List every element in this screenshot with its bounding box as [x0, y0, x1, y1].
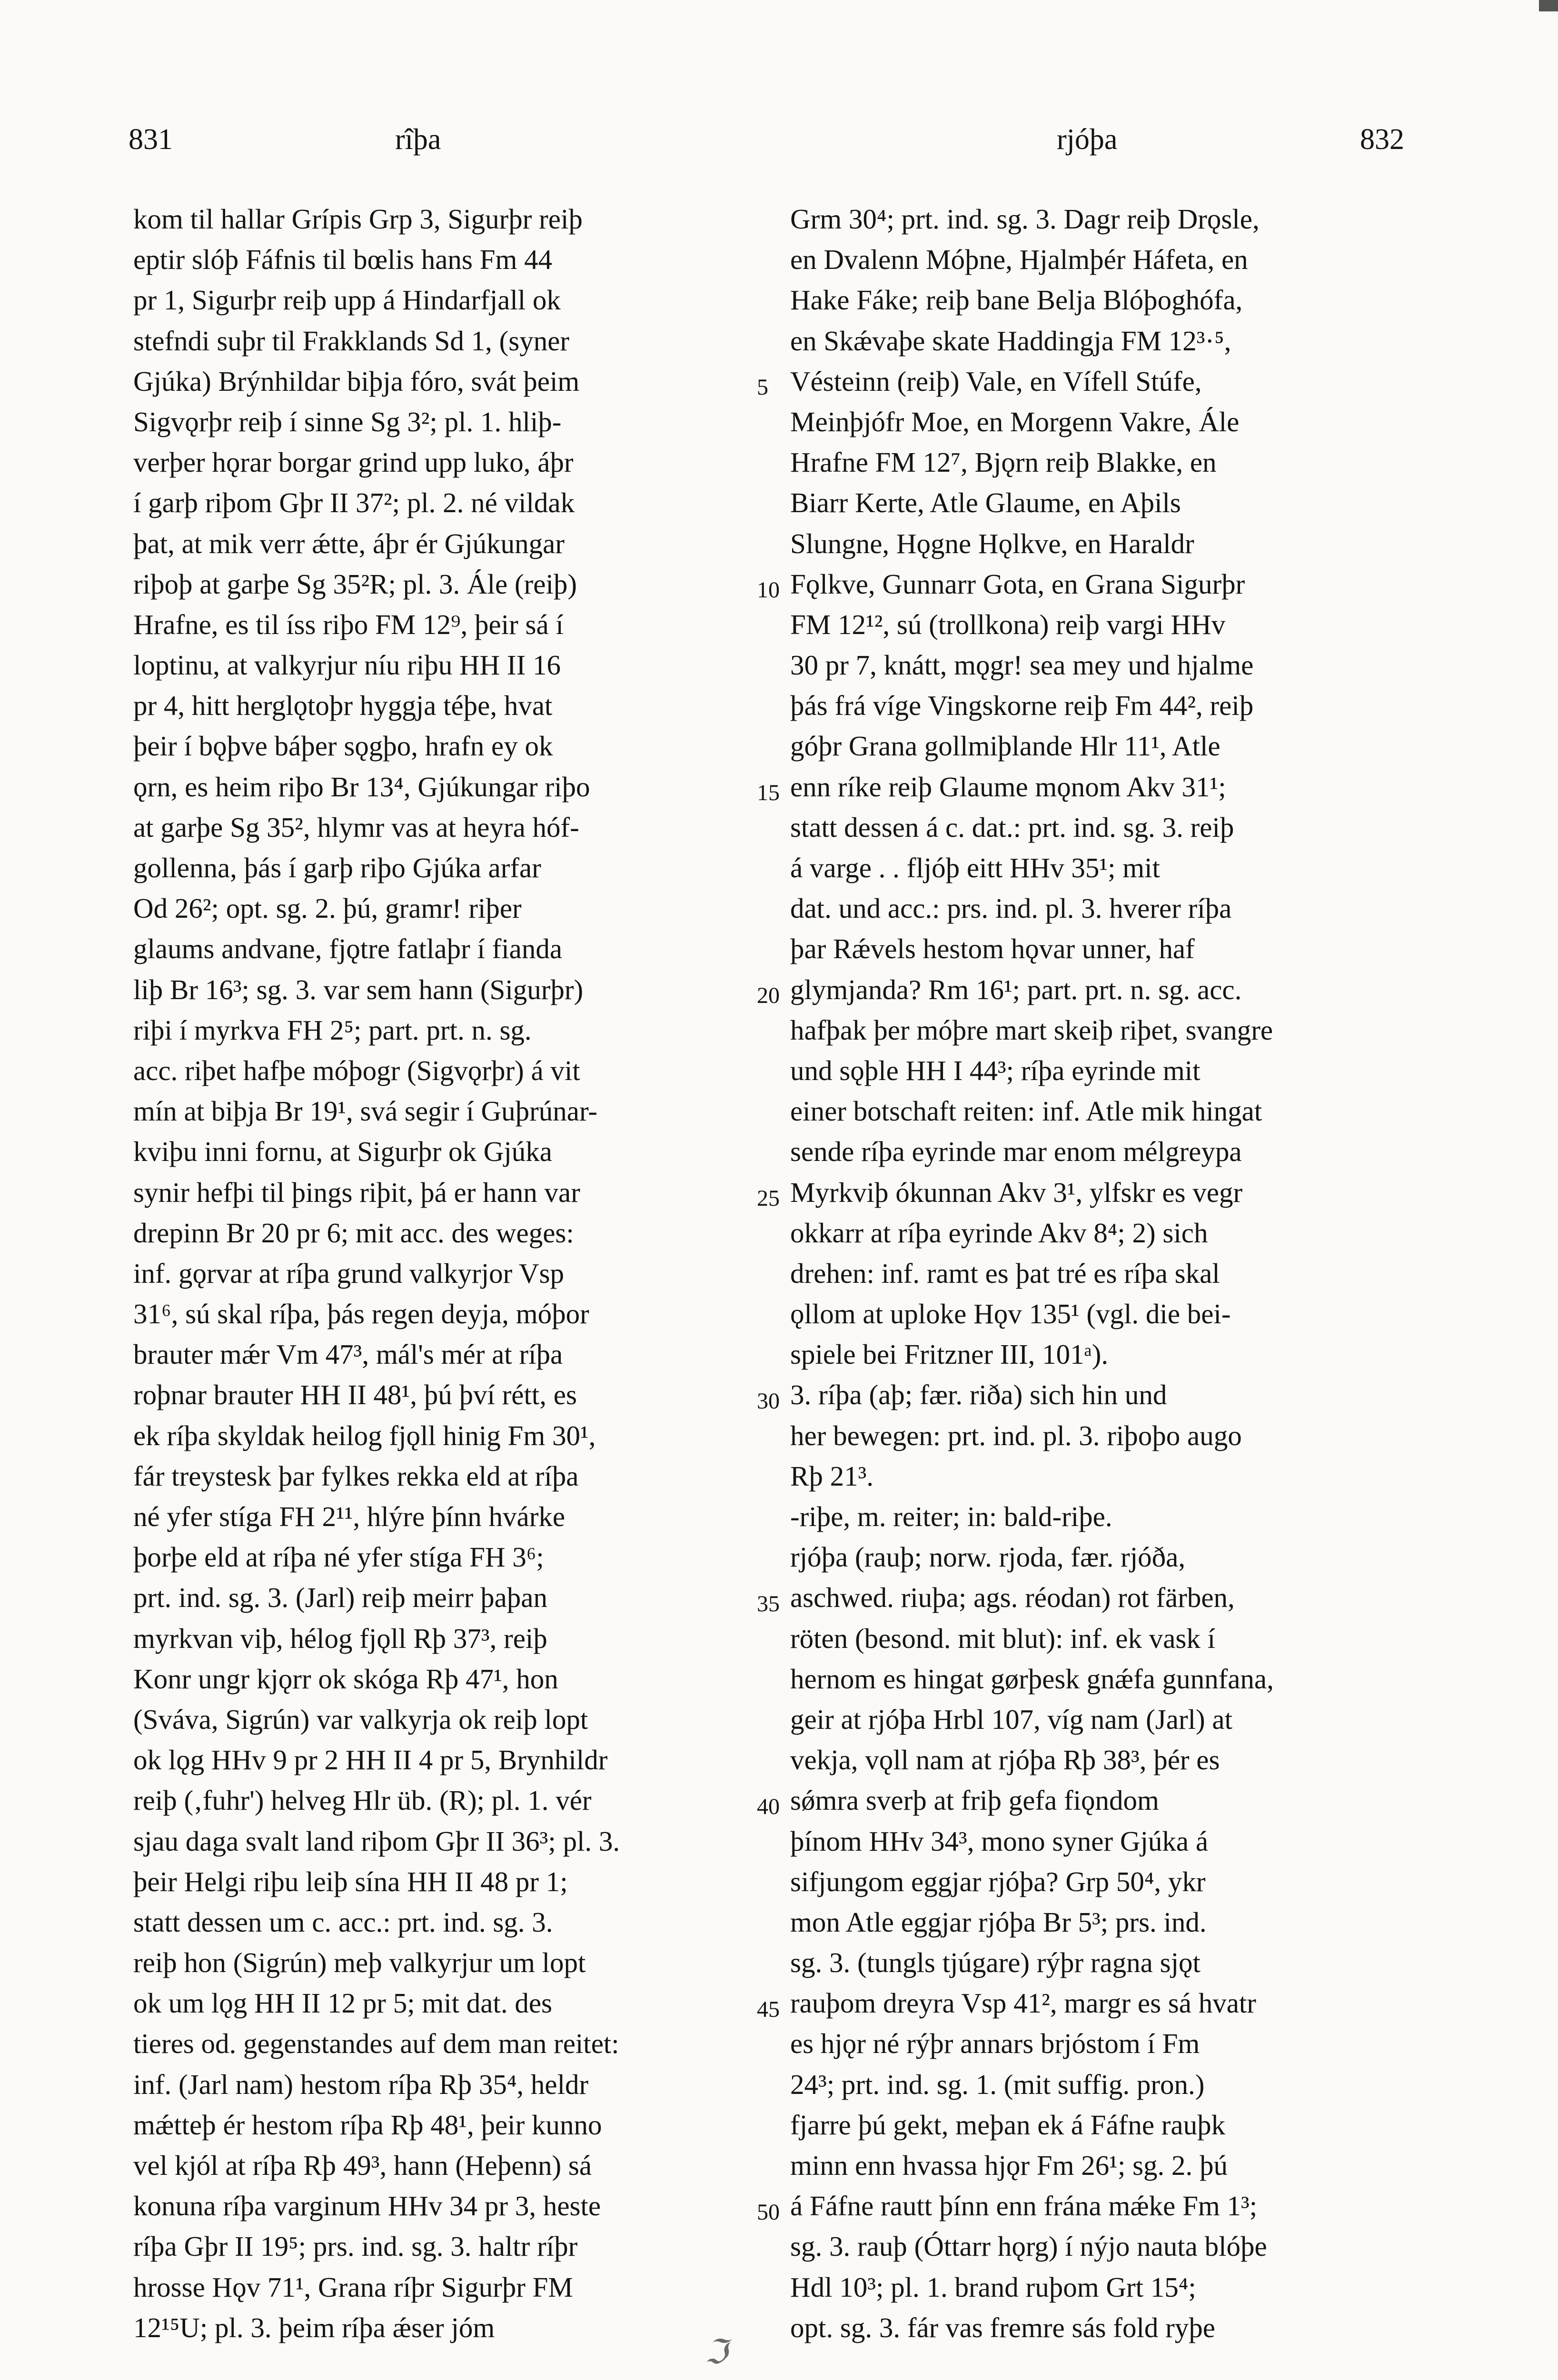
text-line: prt. ind. sg. 3. (Jarl) reiþ meirr þaþan: [133, 1582, 547, 1614]
text-line: Biarr Kerte, Atle Glaume, en Aþils: [790, 487, 1181, 519]
text-line: -riþe, m. reiter; in: bald-riþe.: [790, 1501, 1112, 1532]
text-line: einer botschaft reiten: inf. Atle mik hingat: [790, 1095, 1262, 1127]
text-line: glaums andvane, fjǫtre fatlaþr í fianda: [133, 933, 563, 965]
line-number: 20: [757, 982, 780, 1008]
line-number: 50: [757, 2199, 780, 2225]
text-line: riþi í myrkva FH 2⁵; part. prt. n. sg.: [133, 1014, 532, 1046]
text-line: fjarre þú gekt, meþan ek á Fáfne rauþk: [790, 2109, 1226, 2141]
left-text-column: [133, 199, 747, 2348]
text-line: 12¹⁵U; pl. 3. þeim ríþa ǽser jóm: [133, 2311, 495, 2343]
text-line: hernom es hingat gørþesk gnǽfa gunnfana,: [790, 1663, 1274, 1695]
text-line: verþer hǫrar borgar grind upp luko, áþr: [133, 446, 574, 478]
text-line: sifjungom eggjar rjóþa? Grp 50⁴, ykr: [790, 1865, 1206, 1897]
text-line: Gjúka) Brýnhildar biþja fóro, svát þeim: [133, 365, 580, 397]
text-line: drehen: inf. ramt es þat tré es ríþa skal: [790, 1257, 1220, 1289]
line-number: 10: [757, 577, 780, 603]
line-number: 35: [757, 1591, 780, 1616]
line-number: 40: [757, 1794, 780, 1819]
text-line: aschwed. riuþa; ags. réodan) rot färben,: [790, 1582, 1235, 1614]
text-line: Hdl 10³; pl. 1. brand ruþom Grt 15⁴;: [790, 2271, 1196, 2303]
text-line: en Dvalenn Móþne, Hjalmþér Háfeta, en: [790, 244, 1248, 276]
text-line: Konr ungr kjǫrr ok skóga Rþ 47¹, hon: [133, 1663, 558, 1695]
text-line: ok lǫg HHv 9 pr 2 HH II 4 pr 5, Brynhildr: [133, 1744, 608, 1776]
text-line: vekja, vǫll nam at rjóþa Rþ 38³, þér es: [790, 1744, 1220, 1776]
text-line: rjóþa (rauþ; norw. rjoda, fær. rjóða,: [790, 1541, 1186, 1573]
text-line: ok um lǫg HH II 12 pr 5; mit dat. des: [133, 1987, 552, 2019]
text-line: reiþ hon (Sigrún) meþ valkyrjur um lopt: [133, 1947, 586, 1979]
text-line: und sǫþle HH I 44³; ríþa eyrinde mit: [790, 1054, 1201, 1086]
text-line: vel kjól at ríþa Rþ 49³, hann (Heþenn) sá: [133, 2150, 592, 2181]
text-line: góþr Grana gollmiþlande Hlr 11¹, Atle: [790, 730, 1221, 762]
text-line: mín at biþja Br 19¹, svá segir í Guþrúnar-: [133, 1095, 598, 1127]
text-line: mǽttеþ ér hestom ríþa Rþ 48¹, þeir kunno: [133, 2109, 602, 2141]
text-line: hrosse Hǫv 71¹, Grana ríþr Sigurþr FM: [133, 2271, 573, 2303]
text-line: roþnar brauter HH II 48¹, þú því rétt, es: [133, 1379, 577, 1411]
text-line: Fǫlkve, Gunnarr Gota, en Grana Sigurþr: [790, 568, 1245, 600]
text-line: þar Rǽvels hestom hǫvar unner, haf: [790, 933, 1195, 965]
text-line: kviþu inni fornu, at Sigurþr ok Gjúka: [133, 1136, 552, 1168]
line-number: 15: [757, 780, 780, 805]
text-line: glymjanda? Rm 16¹; part. prt. n. sg. acc.: [790, 973, 1242, 1005]
text-line: á varge . . fljóþ eitt HHv 35¹; mit: [790, 852, 1160, 883]
text-line: þorþe eld at ríþa né yfer stíga FH 3⁶;: [133, 1541, 544, 1573]
text-line: í garþ riþom Gþr II 37²; pl. 2. né vildak: [133, 487, 575, 519]
text-line: Grm 30⁴; prt. ind. sg. 3. Dagr reiþ Drǫsle,: [790, 203, 1260, 235]
right-page-number: 832: [1360, 123, 1404, 156]
text-line: (Sváva, Sigrún) var valkyrja ok reiþ lopt: [133, 1703, 588, 1735]
line-number: 30: [757, 1388, 780, 1414]
text-line: þás frá víge Vingskorne reiþ Fm 44², reiþ: [790, 690, 1254, 722]
text-line: rauþom dreyra Vsp 41², margr es sá hvatr: [790, 1987, 1256, 2019]
text-line: pr 1, Sigurþr reiþ upp á Hindarfjall ok: [133, 284, 561, 316]
text-line: ǫrn, es heim riþo Br 13⁴, Gjúkungar riþo: [133, 771, 590, 803]
text-line: sjau daga svalt land riþom Gþr II 36³; pl. 3.: [133, 1825, 620, 1857]
text-line: Rþ 21³.: [790, 1460, 874, 1492]
text-line: 3. ríþa (aþ; fær. riða) sich hin und: [790, 1379, 1167, 1411]
text-line: Sigvǫrþr reiþ í sinne Sg 3²; pl. 1. hliþ-: [133, 406, 562, 437]
text-line: Slungne, Hǫgne Hǫlkve, en Haraldr: [790, 527, 1194, 559]
text-line: drepinn Br 20 pr 6; mit acc. des weges:: [133, 1217, 574, 1249]
text-line: riþoþ at garþe Sg 35²R; pl. 3. Ále (reiþ): [133, 568, 577, 600]
text-line: 31⁶, sú skal ríþa, þás regen deyja, móþor: [133, 1298, 589, 1330]
text-line: myrkvan viþ, hélog fjǫll Rþ 37³, reiþ: [133, 1622, 547, 1654]
text-line: opt. sg. 3. fár vas fremre sás fold ryþe: [790, 2311, 1215, 2343]
footer-mark: ℑ: [705, 2334, 728, 2371]
text-line: pr 4, hitt herglǫtoþr hyggja téþe, hvat: [133, 690, 553, 722]
text-line: Meinþjófr Moe, en Morgenn Vakre, Ále: [790, 406, 1240, 437]
line-number: 5: [757, 374, 768, 400]
text-line: synir hefþi til þings riþit, þá er hann var: [133, 1176, 580, 1208]
text-line: ríþa Gþr II 19⁵; prs. ind. sg. 3. haltr ríþr: [133, 2231, 578, 2262]
left-page-number: 831: [129, 123, 173, 156]
left-running-head: rîþa: [395, 123, 441, 156]
text-line: Od 26²; opt. sg. 2. þú, gramr! riþer: [133, 892, 522, 924]
text-line: statt dessen um c. acc.: prt. ind. sg. 3.: [133, 1906, 553, 1938]
text-line: stefndi suþr til Frakklands Sd 1, (syner: [133, 325, 570, 357]
text-line: her bewegen: prt. ind. pl. 3. riþoþo augo: [790, 1419, 1242, 1451]
text-line: Hake Fáke; reiþ bane Belja Blóþoghófa,: [790, 284, 1243, 316]
text-line: 24³; prt. ind. sg. 1. (mit suffig. pron.): [790, 2068, 1205, 2100]
text-line: Vésteinn (reiþ) Vale, en Vífell Stúfe,: [790, 365, 1202, 397]
text-line: né yfer stíga FH 2¹¹, hlýre þínn hvárke: [133, 1501, 566, 1532]
text-line: konuna ríþa varginum HHv 34 pr 3, heste: [133, 2190, 601, 2222]
text-line: FM 12¹², sú (trollkona) reiþ vargi HHv: [790, 608, 1226, 640]
text-line: Hrafne, es til íss riþo FM 12⁹, þeir sá í: [133, 608, 564, 640]
text-line: geir at rjóþa Hrbl 107, víg nam (Jarl) at: [790, 1703, 1232, 1735]
text-line: kom til hallar Grípis Grp 3, Sigurþr reiþ: [133, 203, 583, 235]
text-line: statt dessen á c. dat.: prt. ind. sg. 3. reiþ: [790, 811, 1234, 843]
text-line: sǿmra sverþ at friþ gefa fiǫndom: [790, 1785, 1159, 1816]
text-line: liþ Br 16³; sg. 3. var sem hann (Sigurþr): [133, 973, 584, 1005]
line-number: 45: [757, 1996, 780, 2022]
text-line: þínom HHv 34³, mono syner Gjúka á: [790, 1825, 1208, 1857]
text-line: þat, at mik verr ǽtte, áþr ér Gjúkungar: [133, 527, 565, 559]
right-running-head: rjóþa: [1057, 123, 1118, 156]
right-text-column: [790, 199, 1404, 2348]
text-line: spiele bei Fritzner III, 101ᵃ).: [790, 1339, 1109, 1370]
text-line: á Fáfne rautt þínn enn frána mǽke Fm 1³;: [790, 2190, 1258, 2222]
text-line: reiþ (‚fuhr') helveg Hlr üb. (R); pl. 1. vér: [133, 1785, 592, 1816]
text-line: acc. riþet hafþe móþogr (Sigvǫrþr) á vit: [133, 1054, 580, 1086]
text-line: sende ríþa eyrinde mar enom mélgreypa: [790, 1136, 1242, 1168]
text-line: minn enn hvassa hjǫr Fm 26¹; sg. 2. þú: [790, 2150, 1228, 2181]
scan-corner-mark: [1539, 0, 1558, 11]
text-line: ek ríþa skyldak heilog fjǫll hinig Fm 30¹,: [133, 1419, 596, 1451]
text-line: dat. und acc.: prs. ind. pl. 3. hverer ríþa: [790, 892, 1232, 924]
text-line: loptinu, at valkyrjur níu riþu HH II 16: [133, 649, 561, 681]
text-line: Myrkviþ ókunnan Akv 3¹, ylfskr es vegr: [790, 1176, 1243, 1208]
text-line: hafþak þer móþre mart skeiþ riþet, svangre: [790, 1014, 1273, 1046]
text-line: 30 pr 7, knátt, mǫgr! sea mey und hjalme: [790, 649, 1254, 681]
text-line: eptir slóþ Fáfnis til bœlis hans Fm 44: [133, 244, 553, 276]
text-line: fár treystesk þar fylkes rekka eld at ríþa: [133, 1460, 579, 1492]
text-line: en Skǽvaþe skate Haddingja FM 12³·⁵,: [790, 325, 1231, 357]
text-line: sg. 3. rauþ (Óttarr hǫrg) í nýjo nauta blóþe: [790, 2231, 1267, 2262]
text-line: ǫllom at uploke Hǫv 135¹ (vgl. die bei-: [790, 1298, 1231, 1330]
text-line: tieres od. gegenstandes auf dem man reitet:: [133, 2028, 619, 2060]
text-line: okkarr at ríþa eyrinde Akv 8⁴; 2) sich: [790, 1217, 1208, 1249]
text-line: Hrafne FM 12⁷, Bjǫrn reiþ Blakke, en: [790, 446, 1217, 478]
text-line: þeir í bǫþve báþer sǫgþo, hrafn ey ok: [133, 730, 553, 762]
text-line: mon Atle eggjar rjóþa Br 5³; prs. ind.: [790, 1906, 1207, 1938]
text-line: inf. gǫrvar at ríþa grund valkyrjor Vsp: [133, 1257, 564, 1289]
text-line: at garþe Sg 35², hlymr vas at heyra hóf-: [133, 811, 579, 843]
page-header: [129, 123, 1404, 166]
text-line: enn ríke reiþ Glaume mǫnom Akv 31¹;: [790, 771, 1226, 803]
text-line: es hjǫr né rýþr annars brjóstom í Fm: [790, 2028, 1200, 2060]
text-line: sg. 3. (tungls tjúgare) rýþr ragna sjǫt: [790, 1947, 1201, 1979]
text-line: brauter mǽr Vm 47³, mál's mér at ríþa: [133, 1339, 563, 1370]
text-line: þeir Helgi riþu leiþ sína HH II 48 pr 1;: [133, 1865, 568, 1897]
text-line: gollenna, þás í garþ riþo Gjúka arfar: [133, 852, 541, 883]
text-line: inf. (Jarl nam) hestom ríþa Rþ 35⁴, heldr: [133, 2068, 589, 2100]
line-number: 25: [757, 1185, 780, 1211]
text-line: röten (besond. mit blut): inf. ek vask í: [790, 1622, 1216, 1654]
